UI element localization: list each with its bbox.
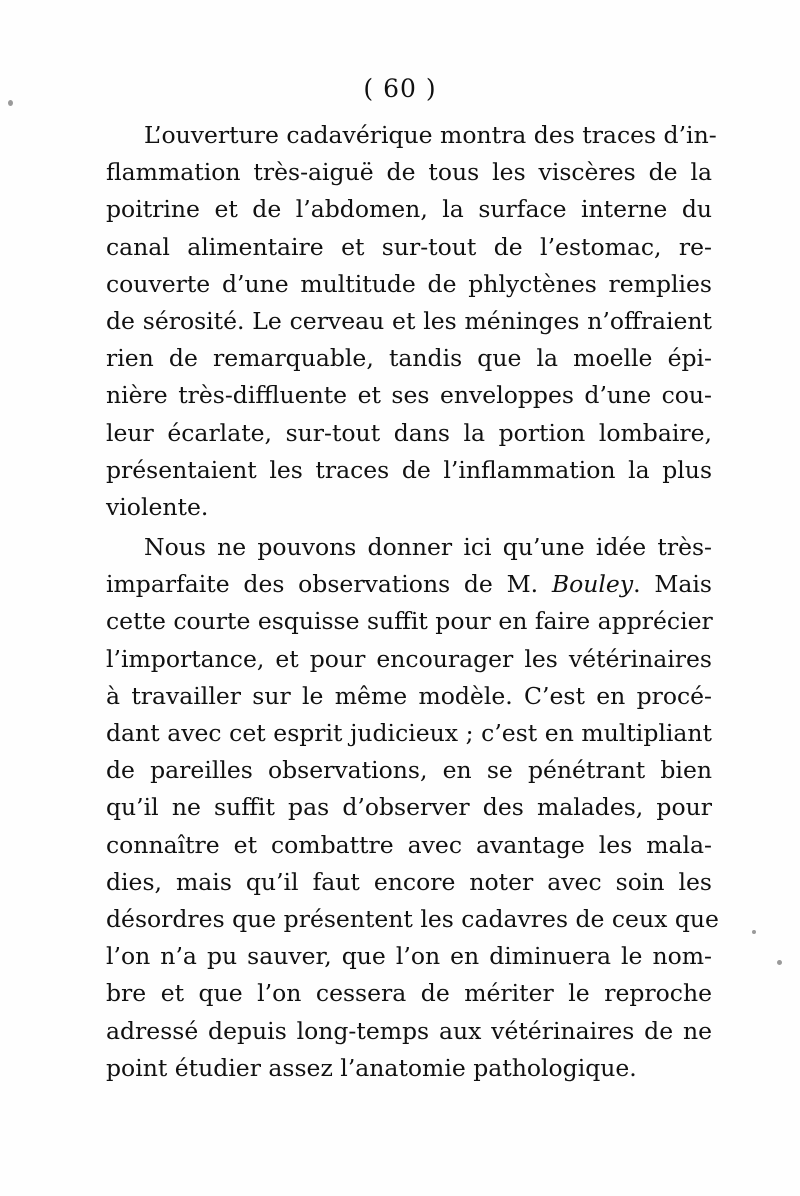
text-line: connaître et combattre avec avantage les mala-: [106, 830, 712, 859]
text-line: canal alimentaire et sur-tout de l’estomac, re-: [106, 232, 712, 261]
text-line: de pareilles observations, en se pénétrant bien: [106, 756, 712, 785]
text-line: l’importance, et pour encourager les vétérinaires: [106, 644, 712, 673]
text-line: violente.: [106, 492, 209, 521]
text-line: couverte d’une multitude de phlyctènes remplies: [106, 269, 712, 298]
person-name: Bouley: [551, 570, 634, 599]
paper-speck: [752, 930, 756, 934]
text-line: cette courte esquisse suffit pour en faire apprécier: [106, 607, 713, 636]
text-line: dant avec cet esprit judicieux ; c’est en multipliant: [106, 719, 712, 747]
text-line: point étudier assez l’anatomie pathologique.: [106, 1053, 637, 1082]
text-line: flammation très-aiguë de tous les viscères de la: [106, 158, 712, 187]
text-line-with-name: [106, 566, 712, 603]
text-line: désordres que présentent les cadavres de ceux que: [106, 904, 719, 933]
page-number: ( 60 ): [363, 74, 437, 103]
text-segment: . Mais: [633, 570, 712, 599]
text-line: nière très-diffluente et ses enveloppes d’une cou-: [106, 381, 712, 410]
text-line: poitrine et de l’abdomen, la surface interne du: [106, 195, 712, 224]
body-text: [106, 117, 719, 1087]
text-line: à travailler sur le même modèle. C’est en procé-: [106, 681, 712, 710]
paragraph-2: [106, 529, 719, 1087]
text-line: qu’il ne suffit pas d’observer des malades, pour: [106, 793, 712, 822]
text-line: L’ouverture cadavérique montra des traces d’in-: [144, 121, 717, 149]
text-line: leur écarlate, sur-tout dans la portion lombaire,: [106, 418, 712, 447]
text-line: l’on n’a pu sauver, que l’on en diminuera le nom-: [106, 942, 712, 971]
text-line: présentaient les traces de l’inflammation la plus: [106, 455, 712, 484]
text-line: Nous ne pouvons donner ici qu’une idée très-: [144, 533, 712, 562]
text-line: dies, mais qu’il faut encore noter avec soin les: [106, 867, 712, 896]
text-line: rien de remarquable, tandis que la moelle épi-: [106, 344, 712, 373]
text-line: bre et que l’on cessera de mériter le reproche: [106, 979, 712, 1008]
paper-speck: [777, 960, 782, 965]
text-line: adressé depuis long-temps aux vétérinaires de ne: [106, 1016, 712, 1045]
paragraph-1: [106, 117, 717, 526]
text-line: de sérosité. Le cerveau et les méninges n’offraient: [106, 306, 712, 335]
text-segment: imparfaite des observations de M.: [106, 570, 552, 599]
